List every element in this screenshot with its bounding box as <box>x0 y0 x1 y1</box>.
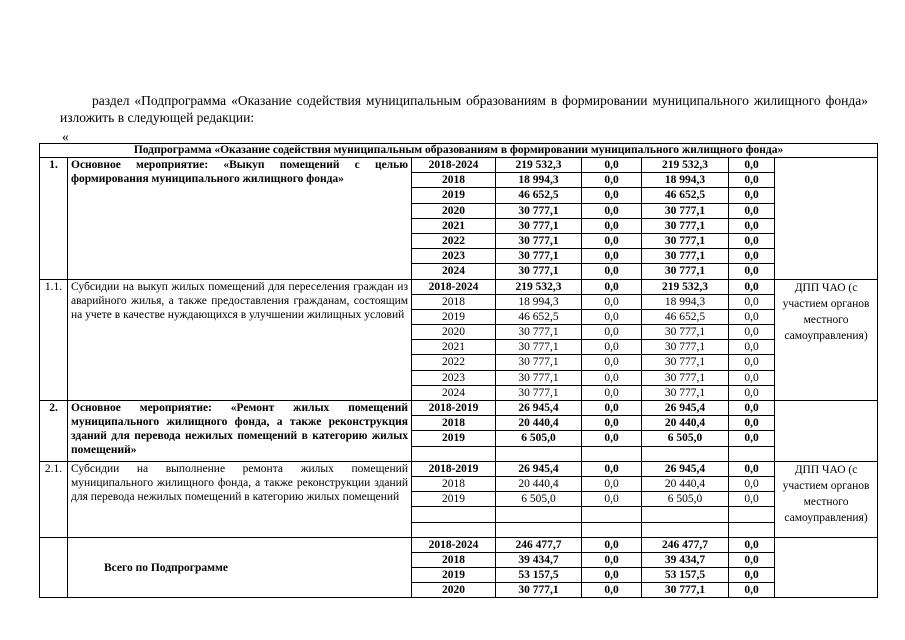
federal-cell: 0,0 <box>582 416 642 431</box>
local-cell: 0,0 <box>729 431 775 446</box>
item-number: 2.1. <box>40 461 68 537</box>
federal-cell: 0,0 <box>582 568 642 583</box>
federal-cell: 0,0 <box>582 188 642 203</box>
total-cell: 26 945,4 <box>496 461 582 476</box>
period-cell: 2018-2019 <box>412 401 496 416</box>
regional-cell: 30 777,1 <box>642 370 729 385</box>
item-description: Основное мероприятие: «Ремонт жилых помещений муниципального жилищного фонда, а также реконструкция зданий для перевода нежилых помещений в категорию жилых помещений» <box>68 401 412 462</box>
total-cell: 18 994,3 <box>496 294 582 309</box>
total-cell: 26 945,4 <box>496 401 582 416</box>
federal-cell: 0,0 <box>582 173 642 188</box>
federal-cell: 0,0 <box>582 233 642 248</box>
total-cell: 20 440,4 <box>496 416 582 431</box>
local-cell: 0,0 <box>729 552 775 567</box>
federal-cell: 0,0 <box>582 309 642 324</box>
local-cell: 0,0 <box>729 385 775 400</box>
period-cell: 2018-2024 <box>412 279 496 294</box>
period-cell: 2019 <box>412 309 496 324</box>
intro-paragraph: раздел «Подпрограмма «Оказание содействия муниципальным образованиям в формировании муниципального жилищного фонда» изложить в следующей редакции: <box>60 93 868 125</box>
local-cell: 0,0 <box>729 340 775 355</box>
item-description: Основное мероприятие: «Выкуп помещений с целью формирования муниципального жилищного фонда» <box>68 158 412 280</box>
regional-cell: 39 434,7 <box>642 552 729 567</box>
table-title: Подпрограмма «Оказание содействия муниципальным образованиям в формировании муниципального жилищного фонда» <box>40 144 878 158</box>
item-number: 1. <box>40 158 68 280</box>
table-row <box>40 279 878 294</box>
period-cell: 2019 <box>412 492 496 507</box>
period-cell: 2020 <box>412 203 496 218</box>
federal-cell <box>582 522 642 537</box>
local-cell: 0,0 <box>729 233 775 248</box>
federal-cell: 0,0 <box>582 355 642 370</box>
federal-cell: 0,0 <box>582 325 642 340</box>
regional-cell: 18 994,3 <box>642 173 729 188</box>
total-cell: 30 777,1 <box>496 325 582 340</box>
local-cell: 0,0 <box>729 279 775 294</box>
local-cell: 0,0 <box>729 492 775 507</box>
local-cell: 0,0 <box>729 537 775 552</box>
federal-cell: 0,0 <box>582 476 642 491</box>
executor-cell <box>775 537 878 598</box>
local-cell: 0,0 <box>729 461 775 476</box>
opening-quote: « <box>62 129 69 144</box>
period-cell: 2019 <box>412 431 496 446</box>
item-number: 1.1. <box>40 279 68 401</box>
total-cell: 30 777,1 <box>496 218 582 233</box>
regional-cell: 219 532,3 <box>642 158 729 173</box>
total-cell: 30 777,1 <box>496 249 582 264</box>
total-cell: 30 777,1 <box>496 583 582 598</box>
local-cell: 0,0 <box>729 309 775 324</box>
federal-cell <box>582 446 642 461</box>
federal-cell: 0,0 <box>582 279 642 294</box>
local-cell: 0,0 <box>729 249 775 264</box>
local-cell: 0,0 <box>729 294 775 309</box>
local-cell <box>729 446 775 461</box>
period-cell: 2024 <box>412 264 496 279</box>
regional-cell: 30 777,1 <box>642 233 729 248</box>
total-cell: 30 777,1 <box>496 355 582 370</box>
period-cell <box>412 522 496 537</box>
period-cell: 2023 <box>412 249 496 264</box>
federal-cell: 0,0 <box>582 218 642 233</box>
table-row <box>40 158 878 173</box>
regional-cell <box>642 446 729 461</box>
item-number: 2. <box>40 401 68 462</box>
regional-cell: 30 777,1 <box>642 249 729 264</box>
item-description: Всего по Подпрограмме <box>68 537 412 598</box>
federal-cell: 0,0 <box>582 461 642 476</box>
federal-cell: 0,0 <box>582 537 642 552</box>
regional-cell <box>642 522 729 537</box>
local-cell: 0,0 <box>729 355 775 370</box>
period-cell: 2018 <box>412 294 496 309</box>
period-cell: 2022 <box>412 355 496 370</box>
total-cell: 18 994,3 <box>496 173 582 188</box>
federal-cell: 0,0 <box>582 264 642 279</box>
total-cell: 219 532,3 <box>496 279 582 294</box>
total-cell <box>496 446 582 461</box>
total-cell: 30 777,1 <box>496 233 582 248</box>
federal-cell: 0,0 <box>582 370 642 385</box>
total-cell: 20 440,4 <box>496 476 582 491</box>
regional-cell: 30 777,1 <box>642 340 729 355</box>
period-cell: 2021 <box>412 218 496 233</box>
regional-cell: 30 777,1 <box>642 355 729 370</box>
executor-cell: ДПП ЧАО (с участием органов местного самоуправления) <box>775 279 878 401</box>
federal-cell: 0,0 <box>582 340 642 355</box>
regional-cell: 18 994,3 <box>642 294 729 309</box>
total-cell: 46 652,5 <box>496 188 582 203</box>
regional-cell: 46 652,5 <box>642 309 729 324</box>
period-cell: 2023 <box>412 370 496 385</box>
federal-cell: 0,0 <box>582 158 642 173</box>
executor-cell <box>775 401 878 462</box>
regional-cell: 26 945,4 <box>642 461 729 476</box>
period-cell: 2018-2019 <box>412 461 496 476</box>
local-cell: 0,0 <box>729 401 775 416</box>
local-cell: 0,0 <box>729 568 775 583</box>
local-cell: 0,0 <box>729 416 775 431</box>
period-cell <box>412 507 496 522</box>
item-description: Субсидии на выполнение ремонта жилых помещений муниципального жилищного фонда, а также реконструкции зданий для перевода нежилых помещений в категорию жилых помещений <box>68 461 412 537</box>
total-cell: 30 777,1 <box>496 370 582 385</box>
period-cell: 2019 <box>412 188 496 203</box>
total-cell: 6 505,0 <box>496 492 582 507</box>
local-cell: 0,0 <box>729 476 775 491</box>
item-description: Субсидии на выкуп жилых помещений для переселения граждан из аварийного жилья, а также предоставления гражданам, состоящим на учете в качестве нуждающихся в улучшении жилищных условий <box>68 279 412 401</box>
total-cell: 246 477,7 <box>496 537 582 552</box>
period-cell: 2024 <box>412 385 496 400</box>
regional-cell: 20 440,4 <box>642 416 729 431</box>
local-cell: 0,0 <box>729 188 775 203</box>
federal-cell <box>582 507 642 522</box>
regional-cell: 6 505,0 <box>642 492 729 507</box>
table-row <box>40 537 878 552</box>
regional-cell: 30 777,1 <box>642 325 729 340</box>
total-cell: 30 777,1 <box>496 203 582 218</box>
period-cell: 2020 <box>412 583 496 598</box>
total-cell: 6 505,0 <box>496 431 582 446</box>
total-cell: 219 532,3 <box>496 158 582 173</box>
total-cell: 30 777,1 <box>496 385 582 400</box>
local-cell: 0,0 <box>729 325 775 340</box>
local-cell: 0,0 <box>729 583 775 598</box>
local-cell <box>729 507 775 522</box>
total-cell: 46 652,5 <box>496 309 582 324</box>
regional-cell: 246 477,7 <box>642 537 729 552</box>
federal-cell: 0,0 <box>582 552 642 567</box>
total-cell: 39 434,7 <box>496 552 582 567</box>
regional-cell: 30 777,1 <box>642 218 729 233</box>
regional-cell: 30 777,1 <box>642 385 729 400</box>
federal-cell: 0,0 <box>582 385 642 400</box>
local-cell: 0,0 <box>729 264 775 279</box>
federal-cell: 0,0 <box>582 294 642 309</box>
table-row <box>40 461 878 476</box>
federal-cell: 0,0 <box>582 249 642 264</box>
regional-cell: 26 945,4 <box>642 401 729 416</box>
local-cell: 0,0 <box>729 173 775 188</box>
total-cell <box>496 522 582 537</box>
period-cell <box>412 446 496 461</box>
regional-cell: 46 652,5 <box>642 188 729 203</box>
federal-cell: 0,0 <box>582 492 642 507</box>
local-cell: 0,0 <box>729 218 775 233</box>
federal-cell: 0,0 <box>582 583 642 598</box>
local-cell <box>729 522 775 537</box>
regional-cell: 30 777,1 <box>642 583 729 598</box>
regional-cell: 219 532,3 <box>642 279 729 294</box>
period-cell: 2020 <box>412 325 496 340</box>
period-cell: 2021 <box>412 340 496 355</box>
executor-cell: ДПП ЧАО (с участием органов местного самоуправления) <box>775 461 878 537</box>
period-cell: 2019 <box>412 568 496 583</box>
table-row <box>40 401 878 416</box>
period-cell: 2018 <box>412 476 496 491</box>
item-number <box>40 537 68 598</box>
federal-cell: 0,0 <box>582 401 642 416</box>
period-cell: 2018 <box>412 552 496 567</box>
regional-cell: 20 440,4 <box>642 476 729 491</box>
local-cell: 0,0 <box>729 203 775 218</box>
regional-cell: 30 777,1 <box>642 203 729 218</box>
total-cell <box>496 507 582 522</box>
federal-cell: 0,0 <box>582 203 642 218</box>
regional-cell <box>642 507 729 522</box>
period-cell: 2018 <box>412 173 496 188</box>
local-cell: 0,0 <box>729 370 775 385</box>
period-cell: 2018 <box>412 416 496 431</box>
total-cell: 30 777,1 <box>496 264 582 279</box>
subprogram-table <box>39 143 878 598</box>
total-cell: 53 157,5 <box>496 568 582 583</box>
regional-cell: 53 157,5 <box>642 568 729 583</box>
executor-cell <box>775 158 878 280</box>
period-cell: 2018-2024 <box>412 537 496 552</box>
regional-cell: 30 777,1 <box>642 264 729 279</box>
period-cell: 2022 <box>412 233 496 248</box>
period-cell: 2018-2024 <box>412 158 496 173</box>
regional-cell: 6 505,0 <box>642 431 729 446</box>
local-cell: 0,0 <box>729 158 775 173</box>
total-cell: 30 777,1 <box>496 340 582 355</box>
federal-cell: 0,0 <box>582 431 642 446</box>
